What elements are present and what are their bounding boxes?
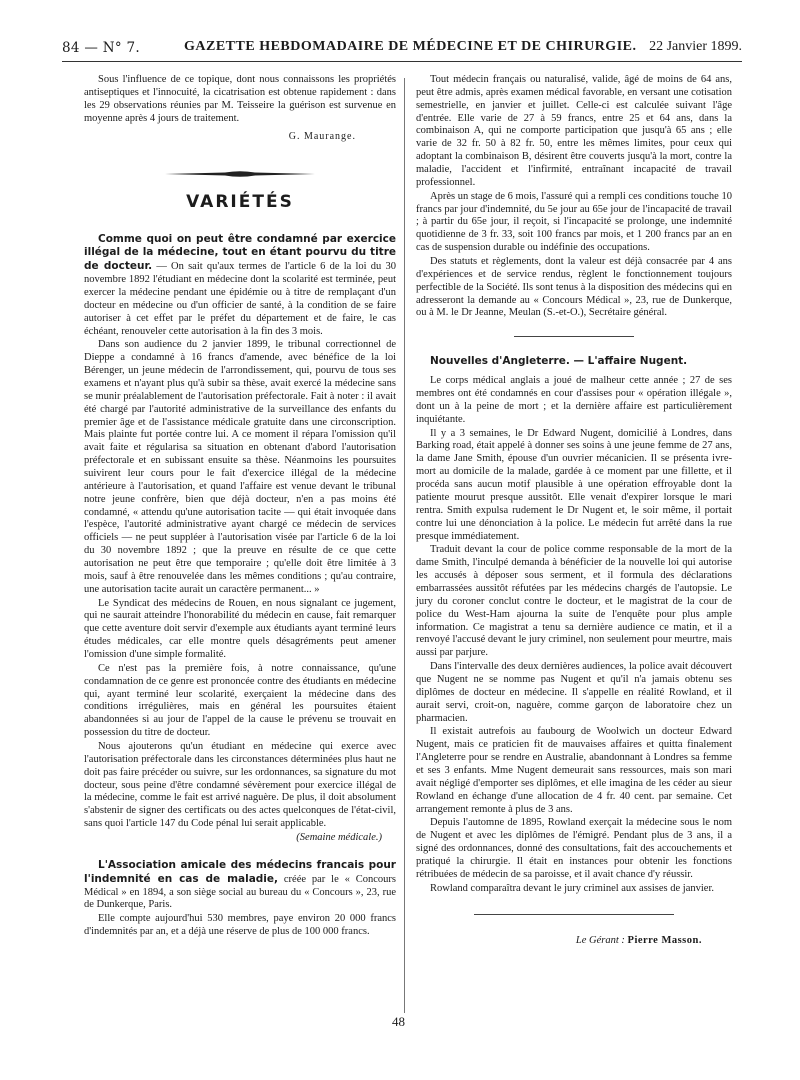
article-1-paragraph-5: Nous ajouterons qu'un étudiant en médecine qui exerce avec l'autorisation préfectorale dans les circonstances déterminées plus haut ne doit pas faire précéder ou suivre, sur les ordonnances, sa signature du mot docteur, sous peine d'être condamné sévèrement pour exercice illégal de la médecine, comme le fait est arrivé naguère. De plus, il doit absolument s'abstenir de signer des certificats ou des actes quelconques de l'état-civil, sans quoi l'article 147 du Code pénal lui serait applicable. xyxy=(84,741,396,830)
left-column xyxy=(84,74,396,940)
journal-title: GAZETTE HEBDOMADAIRE DE MÉDECINE ET DE CHIRURGIE. xyxy=(184,39,637,54)
issue-date: 22 Janvier 1899. xyxy=(649,39,742,54)
gerant-name: Pierre Masson. xyxy=(627,934,702,946)
page-header xyxy=(62,36,742,62)
intro-paragraph: Sous l'influence de ce topique, dont nous connaissons les propriétés antiseptiques et l'innocuité, la cicatrisation est obtenue rapidement : dans les 29 observations réunies par M. Teisseire la guérison est survenue en moyenne après 4 jours de traitement. xyxy=(84,74,396,124)
intro-signature: G. Maurange. xyxy=(288,131,356,143)
right-paragraph-2: Après un stage de 6 mois, l'assuré qui a rempli ces conditions touche 10 francs par jour d'indemnité, du 5e jour au 65e jour de l'incapacité de travail ; à partir du 65e jour, il reçoit, si l'incapacité se prolonge, une indemnité quotidienne de 3 fr. 33, soit 100 francs par mois, et 1 200 francs par an en cas de suspension durable ou indéfinie des occupations. xyxy=(416,190,732,254)
right-paragraph-1: Tout médecin français ou naturalisé, valide, âgé de moins de 64 ans, peut être admis, après examen médical favorable, en versant une cotisation semestrielle, en janvier et juillet. Celle-ci est calculée suivant l'âge d'entrée. Elle varie de 27 à 59 francs, entre 25 et 64 ans, dans la combinaison A, qui ne comporte participation que jusqu'à 65 ans ; elle varie de 32 fr. 50 à 82 fr. 50, entre les mêmes limites, pour ceux qui adoptant la combinaison B, désirent être couverts jusqu'à la mort, contre la maladie, l'accident et l'infirmité, entraînant incapacité de travail professionnel. xyxy=(416,74,732,188)
article-1-source: (Semaine médicale.) xyxy=(296,832,382,844)
article-3-paragraph-4: Dans l'intervalle des deux dernières audiences, la police avait découvert que Nugent ne se nomme pas Nugent et qu'il n'a jamais obtenu ses diplômes de docteur en médecine. Il s'appelle en réalité Rowland, et il aurait servi, croit-on, naguère, comme garçon de laboratoire chez un pharmacien. xyxy=(416,661,732,724)
article-1-paragraph-2: Dans son audience du 2 janvier 1899, le tribunal correctionnel de Dieppe a condamné à 16 francs d'amende, avec bénéfice de la loi Bérenger, un jeune médecin de l'arrondissement, qui, pourvu de tous ses examens et n'ayant plus qu'à subir sa thèse, avait exercé la médecine sans se munir préalablement de l'autorisation préfectorale. Fait à noter : il avait été chargé par l'autorité administrative de la surveillance des enfants du premier âge et de l'assistance médicale gratuite dans une circonscription. Mais plainte fut portée contre lui. A ce moment il répara l'omission qu'il avait faite et régularisa sa situation en obtenant d'abord l'autorisation préfectorale et en subissant ensuite sa thèse. Néanmoins les poursuites suivirent leur cours pour le fait d'exercice illégal de la médecine antérieure à l'autorisation, et quand l'affaire est venue devant le tribunal notre jeune confrère, bien que déjà docteur, n'en a pas moins été condamné, « attendu qu'une autorisation tacite — qui était invoquée dans l'espèce, l'autorité administrative ayant chargé ce médecin de services officiels — ne peut suppléer à l'autorisation visée par l'article 6 de la loi du 30 novembre 1892 ; que la preuve en résulte de ce que cette autorisation ne peut être que temporaire ; qu'elle doit être limitée à 3 mois, sauf à être renouvelée dans les mêmes conditions ; qu'au contraire, une autorisation tacite aurait un caractère permanent... » xyxy=(84,339,396,595)
gerant-line xyxy=(416,935,702,948)
article-1-lead: — On sait qu'aux termes de l'article 6 de la loi du 30 novembre 1892 l'étudiant en médecine dont la scolarité est terminée, peut exercer la médecine pendant une épidémie ou à titre de remplaçant d'un docteur en médecine ou d'un officier de santé, à la condition de se faire autoriser à cet effet par le préfet du département et de faire, le cas échéant, renouveler cette autorisation à la fin des 3 mois. xyxy=(84,261,396,337)
article-2-first-paragraph xyxy=(84,859,396,912)
article-1-paragraph-4: Ce n'est pas la première fois, à notre connaissance, qu'une condamnation de ce genre est prononcée contre des étudiants en médecine qui, ayant terminé leur scolarité, exerçaient la médecine dans des conditions irrégulières, mais en général les poursuites étaient abandonnées si au jour de l'appel de la cause le prévenu se trouvait en possession du titre de docteur. xyxy=(84,662,396,739)
article-3-paragraph-6: Depuis l'automne de 1895, Rowland exerçait la médecine sous le nom de Nugent et avec les diplômes de l'émigré. Pendant plus de 3 ans, il a signé des ordonnances, donné des consultations, fait des accouchements et pratiqué la chirurgie. Il était en instances pour obtenir les fonctions rétribuées de médecin de sa paroisse, et il avait chance d'y réussir. xyxy=(416,817,732,880)
article-3-paragraph-3: Traduit devant la cour de police comme responsable de la mort de la dame Smith, l'inculpé demanda à bénéficier de la nouvelle loi qui autorise les accusés à déposer sous serment, et il formula des déclarations embarrassées aussitôt réfutées par les médecins chargés de l'autopsie. Le jury du coroner conclut contre le docteur, et le magistrat de la cour de police du West-Ham ajourna la suite de l'enquête pour plus ample information. Ce magistrat a tenu sa dernière audience ce matin, et il a renvoyé l'accusé devant le jury criminel, non seulement pour meurtre, mais aussi par parjure. xyxy=(416,544,732,659)
article-2-title: L'Association amicale des médecins francais pour l'indemnité en cas de maladie, xyxy=(84,858,396,885)
article-1-paragraph-3: Le Syndicat des médecins de Rouen, en nous signalant ce jugement, qui ne saurait atteindre l'honorabilité du médecin en cause, fait remarquer que cette aventure doit servir d'exemple aux étudiants ayant terminé leurs études médicales, car elle montre quels désagréments peut amener l'omission d'une simple formalité. xyxy=(84,597,396,660)
article-3-paragraph-1: Le corps médical anglais a joué de malheur cette année ; 27 de ses membres ont été condamnés en cour d'assises pour « opération illégale », dont un à la peine de mort ; et la dernière affaire est particulièrement inquiétante. xyxy=(416,375,732,425)
article-2-lead: créée par le « Concours Médical » en 1894, a son siège social au bureau du « Concours », 23, rue de Dunkerque, Paris. xyxy=(84,873,396,911)
article-3-paragraph-5: Il existait autrefois au faubourg de Woolwich un docteur Edward Nugent, mais ce praticien fit de mauvaises affaires et quitta finalement l'Angleterre pour se rendre en Australie, abandonnant à Londres sa femme et ses 3 enfants. Mme Nugent demeurait sans ressources, mais son mari avait négligé d'emporter ses diplômes, et elle imagina de les céder au sieur Rowland en échange d'une allocation de 4 fr. 40 cent. par semaine. Cet arrangement remonte à plus de 3 ans. xyxy=(416,726,732,815)
section-title: VARIÉTÉS xyxy=(186,191,294,212)
article-3-title-line xyxy=(416,355,732,369)
column-divider xyxy=(404,78,405,1013)
article-1-title: Comme quoi on peut être condamné par exercice illégal de la médecine, tout en étant pourvu du titre de docteur. xyxy=(84,232,396,273)
article-2-paragraph-2: Elle compte aujourd'hui 530 membres, paye environ 20 000 francs d'indemnités par an, et a déjà une réserve de plus de 100 000 francs. xyxy=(84,913,396,938)
end-rule xyxy=(474,914,674,915)
gerant-label: Le Gérant : xyxy=(575,934,625,946)
page-label: 84 — N° 7. xyxy=(62,40,140,56)
page-number: 48 xyxy=(392,1014,405,1029)
fleuron-ornament xyxy=(165,170,315,178)
article-3-title: Nouvelles d'Angleterre. — L'affaire Nugent. xyxy=(430,355,688,368)
right-column xyxy=(416,74,732,947)
right-paragraph-3: Des statuts et règlements, dont la valeur est déjà consacrée par 4 ans d'expériences et de service rendus, règlent le fonctionnement toujours perfectible de la Société. Ils sont tenus à la disposition des médecins qui en adresseront la demande au « Concours Médical », 23, rue de Dunkerque, ou à M. le Dr Jeanne, Meulan (S.-et-O.), Secrétaire général. xyxy=(416,256,732,319)
article-3-paragraph-2: Il y a 3 semaines, le Dr Edward Nugent, domicilié à Londres, dans Barking road, était appelé à donner ses soins à une jeune femme de 27 ans, la dame Jane Smith, épouse d'un ouvrier mécanicien. Il se présenta ivre-mort au domicile de la malade, gardée à ce moment par une fillette, et il procéda sans aucun motif plausible à une opération effroyable dont la patiente mourut presque aussitôt. Elle venait d'expirer lorsque le mari rentra. Smith expulsa rudement le Dr Nugent et, le soir même, il portait contre lui une dénonciation à la police. Le médecin fut arrêté dans la rue presque immédiatement. xyxy=(416,427,732,542)
article-3-paragraph-7: Rowland comparaîtra devant le jury criminel aux assises de janvier. xyxy=(430,882,714,894)
article-1-first-paragraph xyxy=(84,233,396,339)
separator-rule xyxy=(514,336,634,337)
